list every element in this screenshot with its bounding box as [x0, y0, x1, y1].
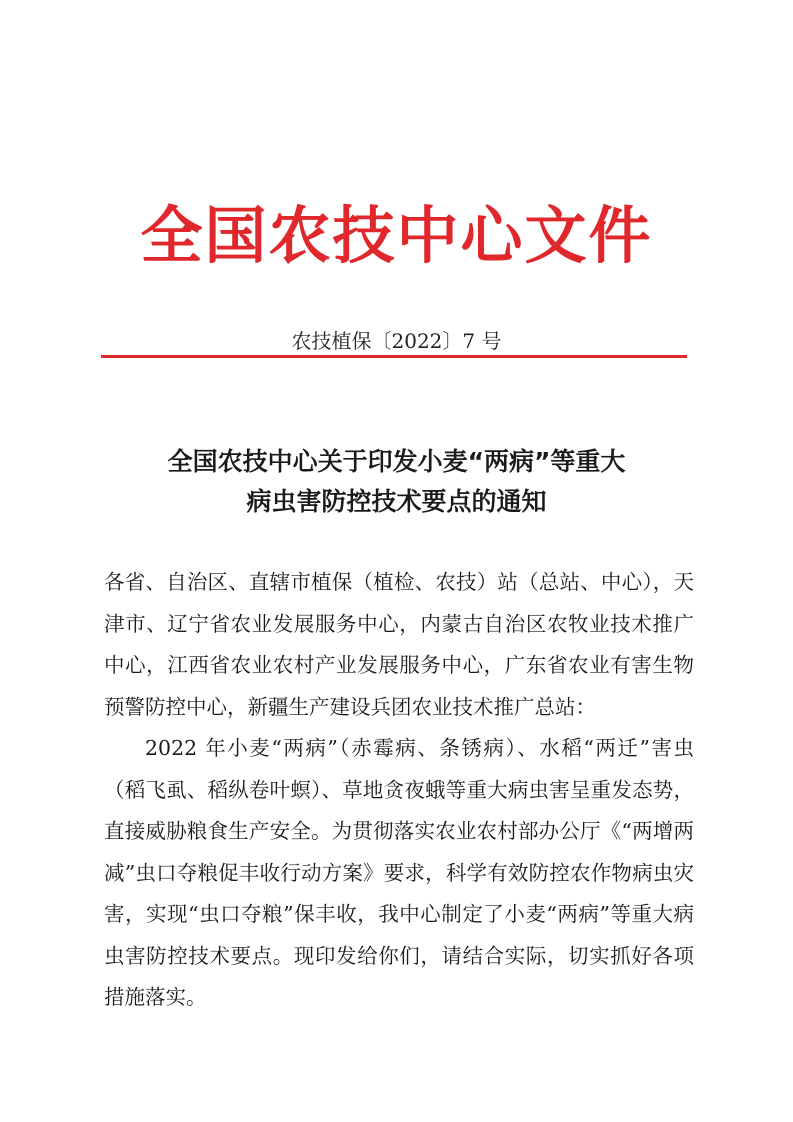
notice-title-line-1: 全国农技中心关于印发小麦“两病”等重大	[167, 447, 626, 476]
notice-title	[80, 442, 713, 522]
header-red-divider	[101, 355, 687, 358]
document-header-title: 全国农技中心文件	[140, 199, 653, 272]
body-paragraph: 2022 年小麦“两病”（赤霉病、条锈病）、水稻“两迁”害虫（稻飞虱、稻纵卷叶螟）、草地贪夜蛾等重大病虫害呈重发态势，直接威胁粮食生产安全。为贯彻落实农业农村部办公厅《“两增两减”虫口夺粮促丰收行动方案》要求，科学有效防控农作物病虫灾害，实现“虫口夺粮”保丰收，我中心制定了小麦“两病”等重大病虫害防控技术要点。现印发给你们，请结合实际，切实抓好各项措施落实。	[104, 736, 694, 1009]
document-number: 农技植保〔2022〕7 号	[291, 329, 502, 353]
document-body	[104, 562, 694, 1019]
notice-title-line-2: 病虫害防控技术要点的通知	[246, 487, 547, 516]
salutation-paragraph: 各省、自治区、直辖市植保（植检、农技）站（总站、中心），天津市、辽宁省农业发展服务中心，内蒙古自治区农牧业技术推广中心，江西省农业农村产业发展服务中心，广东省农业有害生物预警防控中心，新疆生产建设兵团农业技术推广总站：	[104, 570, 694, 719]
